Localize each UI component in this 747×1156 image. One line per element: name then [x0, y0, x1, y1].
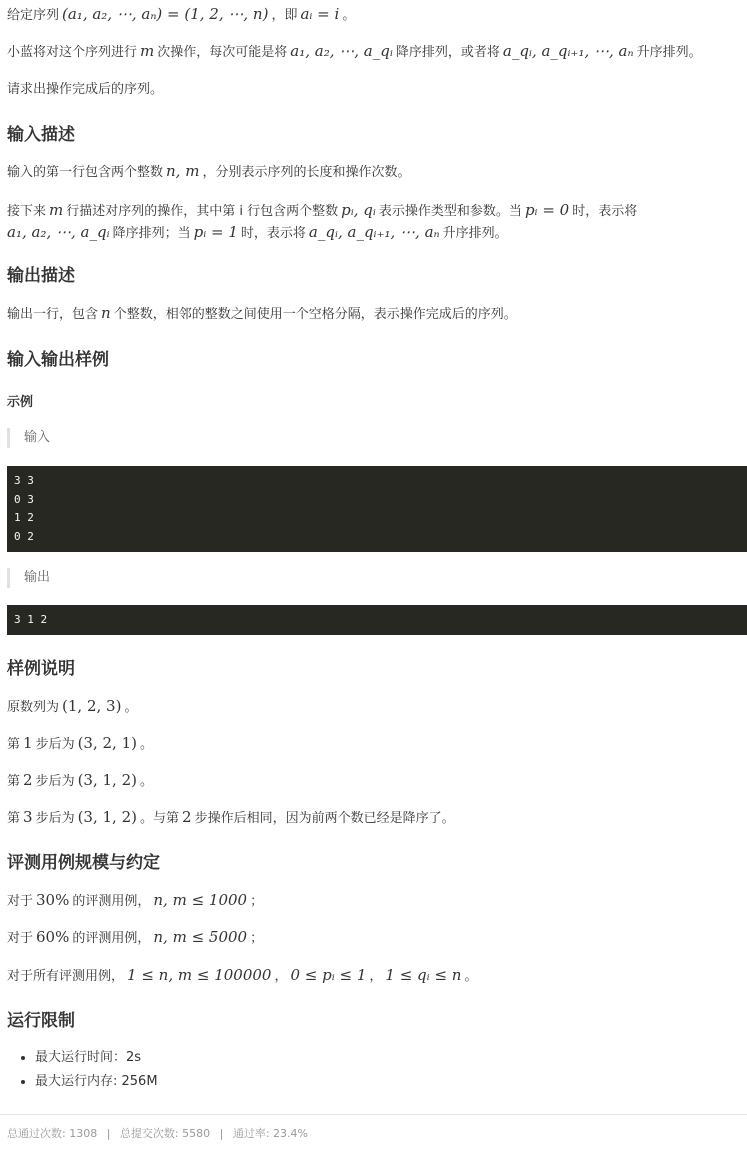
input-description-heading: 输入描述	[7, 125, 75, 145]
intro-line-2: 小蓝将对这个序列进行 m 次操作，每次可能是将 a₁, a₂, ⋯, a_qᵢ 降序排列，或者将 a_qᵢ, a_qᵢ₊₁, ⋯, aₙ 升序排列。	[7, 42, 702, 60]
limit-memory: • 最大运行内存: 256M	[35, 1070, 158, 1094]
submission-stats: 总通过次数: 1308 | 总提交次数: 5580 | 通过率: 23.4%	[7, 1127, 308, 1140]
explanation-line-2: 第 1 步后为 (3, 2, 1) 。	[7, 734, 154, 752]
examples-heading: 输入输出样例	[7, 350, 109, 370]
intro-line-1: 给定序列 (a₁, a₂, ⋯, aₙ) = (1, 2, ⋯, n) ，即 aᵢ = i 。	[7, 5, 356, 23]
input-label: 输入	[7, 428, 50, 448]
output-label: 输出	[7, 568, 50, 588]
pass-rate: 通过率: 23.4%	[232, 1127, 308, 1140]
input-description-p3: a₁, a₂, ⋯, a_qᵢ 降序排列；当 pᵢ = 1 时，表示将 a_qᵢ, a_qᵢ₊₁, ⋯, aₙ 升序排列。	[7, 223, 508, 241]
constraints-line-3: 对于所有评测用例， 1 ≤ n, m ≤ 100000 ， 0 ≤ pᵢ ≤ 1 ， 1 ≤ qᵢ ≤ n 。	[7, 966, 478, 984]
passed-count: 总通过次数: 1308	[7, 1127, 98, 1140]
explanation-line-1: 原数列为 (1, 2, 3) 。	[7, 697, 138, 715]
input-description-p1: 输入的第一行包含两个整数 n, m ，分别表示序列的长度和操作次数。	[7, 162, 411, 180]
explanation-line-4: 第 3 步后为 (3, 1, 2) 。与第 2 步操作后相同，因为前两个数已经是降序了。	[7, 808, 455, 826]
constraints-line-1: 对于 30% 的评测用例， n, m ≤ 1000 ；	[7, 891, 264, 909]
limits-heading: 运行限制	[7, 1011, 75, 1031]
sample-input-code: 3 3 0 3 1 2 0 2	[7, 466, 747, 552]
input-description-p2: 接下来 m 行描述对序列的操作，其中第 i 行包含两个整数 pᵢ, qᵢ 表示操作类型和参数。当 pᵢ = 0 时，表示将	[7, 201, 638, 219]
limit-time: • 最大运行时间：2s	[35, 1046, 158, 1070]
submitted-count: 总提交次数: 5580	[119, 1127, 211, 1140]
constraints-heading: 评测用例规模与约定	[7, 853, 160, 873]
limits-list	[7, 1046, 158, 1094]
output-description-heading: 输出描述	[7, 266, 75, 286]
example-subheading: 示例	[7, 395, 34, 410]
sequence-definition-math: (a₁, a₂, ⋯, aₙ) = (1, 2, ⋯, n)	[62, 5, 269, 23]
sample-output-code: 3 1 2	[7, 605, 747, 635]
intro-line-3: 请求出操作完成后的序列。	[7, 82, 164, 97]
footer-divider	[0, 1114, 747, 1115]
constraints-line-2: 对于 60% 的评测用例， n, m ≤ 5000 ；	[7, 928, 264, 946]
explanation-heading: 样例说明	[7, 659, 75, 679]
explanation-line-3: 第 2 步后为 (3, 1, 2) 。	[7, 771, 154, 789]
output-description-p1: 输出一行，包含 n 个整数，相邻的整数之间使用一个空格分隔，表示操作完成后的序列。	[7, 304, 517, 322]
